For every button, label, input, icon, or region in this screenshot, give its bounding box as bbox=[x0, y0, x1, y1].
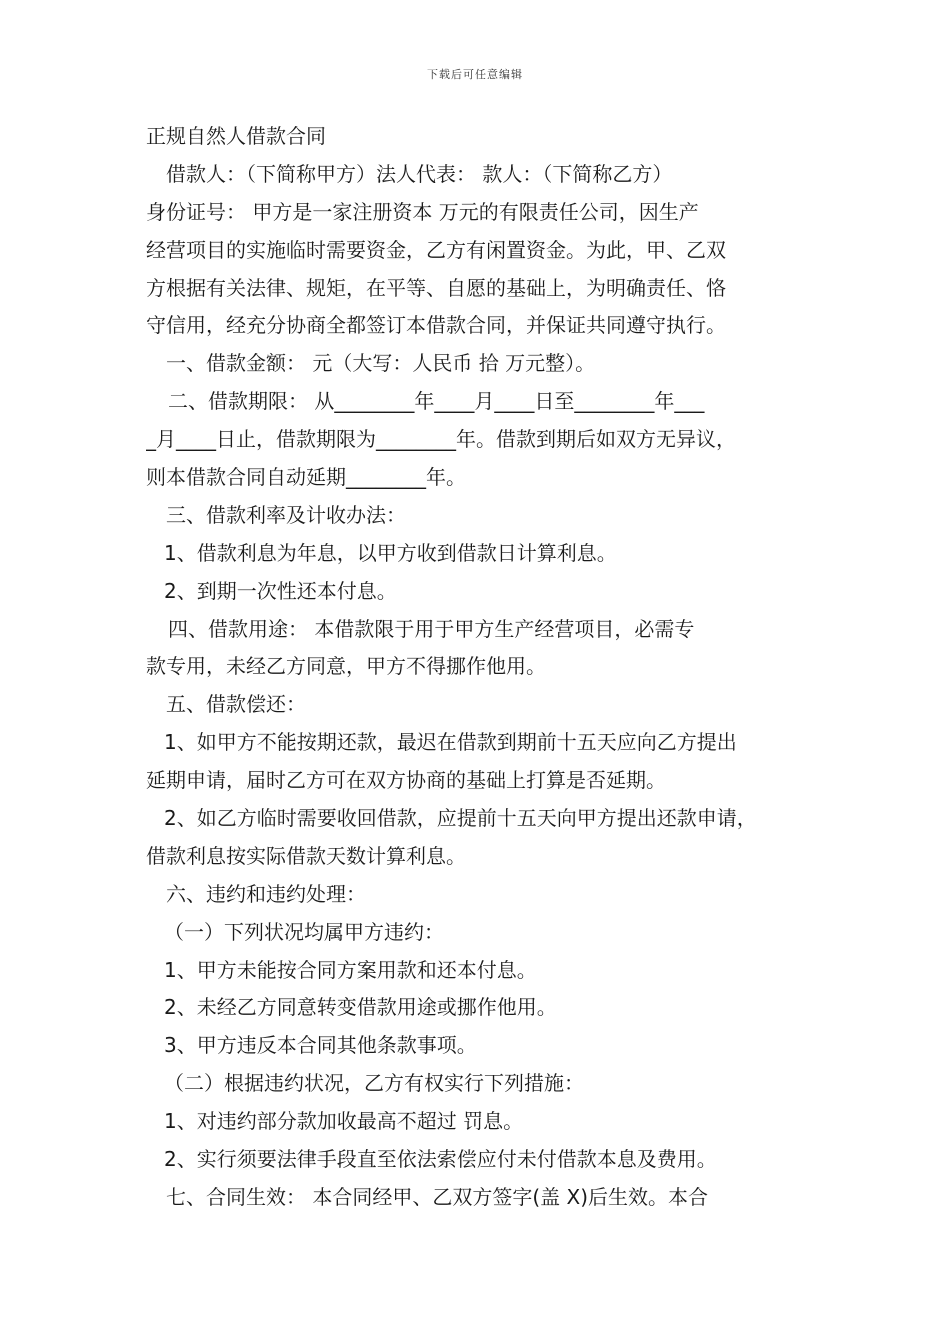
contract-title: 正规自然人借款合同 bbox=[146, 124, 326, 148]
section-heading: 二、借款期限： 从________年____月____日至________年___ bbox=[168, 389, 705, 414]
list-item: 1、如甲方不能按期还款，最迟在借款到期前十五天应向乙方提出 bbox=[164, 730, 737, 755]
list-item: 1、对违约部分款加收最高不超过 罚息。 bbox=[164, 1109, 524, 1134]
paragraph-line: _月____日止，借款期限为________年。借款到期后如双方无异议， bbox=[146, 427, 736, 452]
paragraph-line: 经营项目的实施临时需要资金，乙方有闲置资金。为此，甲、乙双 bbox=[146, 237, 726, 262]
section-heading: 七、合同生效： 本合同经甲、乙双方签字(盖 X)后生效。本合 bbox=[166, 1184, 709, 1209]
list-item: 3、甲方违反本合同其他条款事项。 bbox=[164, 1033, 477, 1058]
paragraph-line: 身份证号： 甲方是一家注册资本 万元的有限责任公司，因生产 bbox=[146, 199, 699, 224]
header-note: 下载后可任意编辑 bbox=[427, 68, 523, 81]
list-item: 2、未经乙方同意转变借款用途或挪作他用。 bbox=[164, 995, 557, 1020]
section-heading: 六、违约和违约处理： bbox=[166, 881, 366, 906]
paragraph-line: 借款利息按实际借款天数计算利息。 bbox=[146, 843, 466, 868]
section-heading: 四、借款用途： 本借款限于用于甲方生产经营项目，必需专 bbox=[168, 616, 695, 641]
subsection-heading: （一）下列状况均属甲方违约： bbox=[164, 919, 444, 944]
subsection-heading: （二）根据违约状况，乙方有权实行下列措施： bbox=[164, 1071, 584, 1096]
paragraph-line: 延期申请，届时乙方可在双方协商的基础上打算是否延期。 bbox=[146, 768, 666, 793]
list-item: 2、到期一次性还本付息。 bbox=[164, 578, 397, 603]
list-item: 2、如乙方临时需要收回借款，应提前十五天向甲方提出还款申请， bbox=[164, 806, 757, 831]
parties-line: 借款人：（下简称甲方）法人代表： 款人：（下简称乙方） bbox=[166, 161, 673, 186]
section-heading: 五、借款偿还： bbox=[166, 692, 306, 717]
paragraph-line: 方根据有关法律、规矩，在平等、自愿的基础上，为明确责任、恪 bbox=[146, 275, 726, 300]
section-heading: 三、借款利率及计收办法： bbox=[166, 502, 406, 527]
list-item: 2、实行须要法律手段直至依法索偿应付未付借款本息及费用。 bbox=[164, 1147, 717, 1172]
paragraph-line: 则本借款合同自动延期________年。 bbox=[146, 465, 466, 490]
contract-body bbox=[146, 118, 810, 1217]
list-item: 1、甲方未能按合同方案用款和还本付息。 bbox=[164, 957, 537, 982]
paragraph-line: 守信用，经充分协商全都签订本借款合同，并保证共同遵守执行。 bbox=[146, 313, 726, 338]
paragraph-line: 款专用，未经乙方同意，甲方不得挪作他用。 bbox=[146, 654, 546, 679]
list-item: 1、借款利息为年息，以甲方收到借款日计算利息。 bbox=[164, 540, 617, 565]
section-heading: 一、借款金额： 元（大写：人民币 拾 万元整）。 bbox=[166, 351, 596, 376]
